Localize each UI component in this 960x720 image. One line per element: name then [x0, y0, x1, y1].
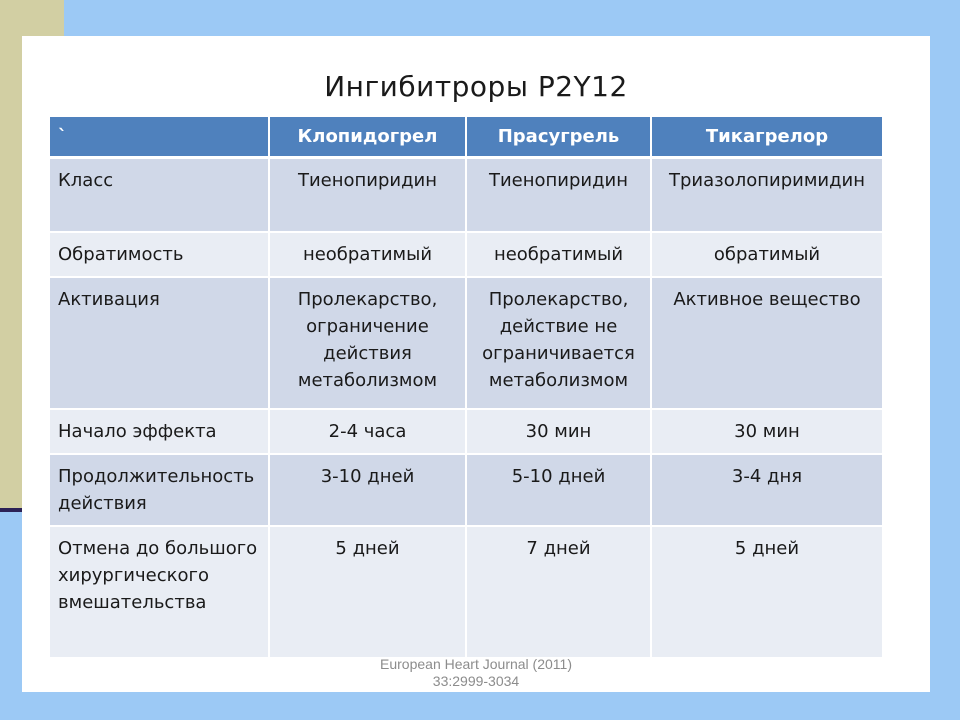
table-cell: необратимый [269, 232, 466, 277]
citation [22, 656, 930, 690]
citation-reference: 33:2999-3034 [432, 673, 520, 689]
table-header-row [50, 117, 882, 158]
row-label: Обратимость [50, 232, 269, 277]
table-cell: 5 дней [651, 526, 882, 658]
row-label: Отмена до большого хирургического вмешательства [50, 526, 269, 658]
table-cell: 5-10 дней [466, 454, 651, 526]
header-clopidogrel: Клопидогрел [269, 117, 466, 158]
table-cell: 30 мин [651, 409, 882, 454]
table-cell: 2-4 часа [269, 409, 466, 454]
table-cell: Пролекарство, действие не ограничивается метаболизмом [466, 277, 651, 409]
header-ticagrelor: Тикагрелор [651, 117, 882, 158]
slide-title: Ингибитроры P2Y12 [324, 70, 628, 103]
table-cell: Пролекарство, ограничение действия метаболизмом [269, 277, 466, 409]
table-row [50, 454, 882, 526]
table-cell: Активное вещество [651, 277, 882, 409]
citation-journal: European Heart Journal (2011) [380, 656, 572, 672]
decorative-side-line [0, 508, 22, 512]
row-label: Класс [50, 158, 269, 232]
row-label: Продолжительность действия [50, 454, 269, 526]
table-row [50, 409, 882, 454]
table-cell: 3-10 дней [269, 454, 466, 526]
comparison-table [50, 117, 882, 659]
table-row [50, 232, 882, 277]
header-corner: ` [50, 117, 269, 158]
table-row [50, 526, 882, 658]
row-label: Активация [50, 277, 269, 409]
header-prasugrel: Прасугрель [466, 117, 651, 158]
table-cell: необратимый [466, 232, 651, 277]
row-label: Начало эффекта [50, 409, 269, 454]
table-cell: 7 дней [466, 526, 651, 658]
table-row [50, 158, 882, 232]
table-row [50, 277, 882, 409]
table-cell: Тиенопиридин [269, 158, 466, 232]
table-cell: Триазолопиримидин [651, 158, 882, 232]
slide [22, 36, 930, 692]
table-cell: 30 мин [466, 409, 651, 454]
table-cell: Тиенопиридин [466, 158, 651, 232]
table-cell: 5 дней [269, 526, 466, 658]
table-cell: 3-4 дня [651, 454, 882, 526]
table-cell: обратимый [651, 232, 882, 277]
